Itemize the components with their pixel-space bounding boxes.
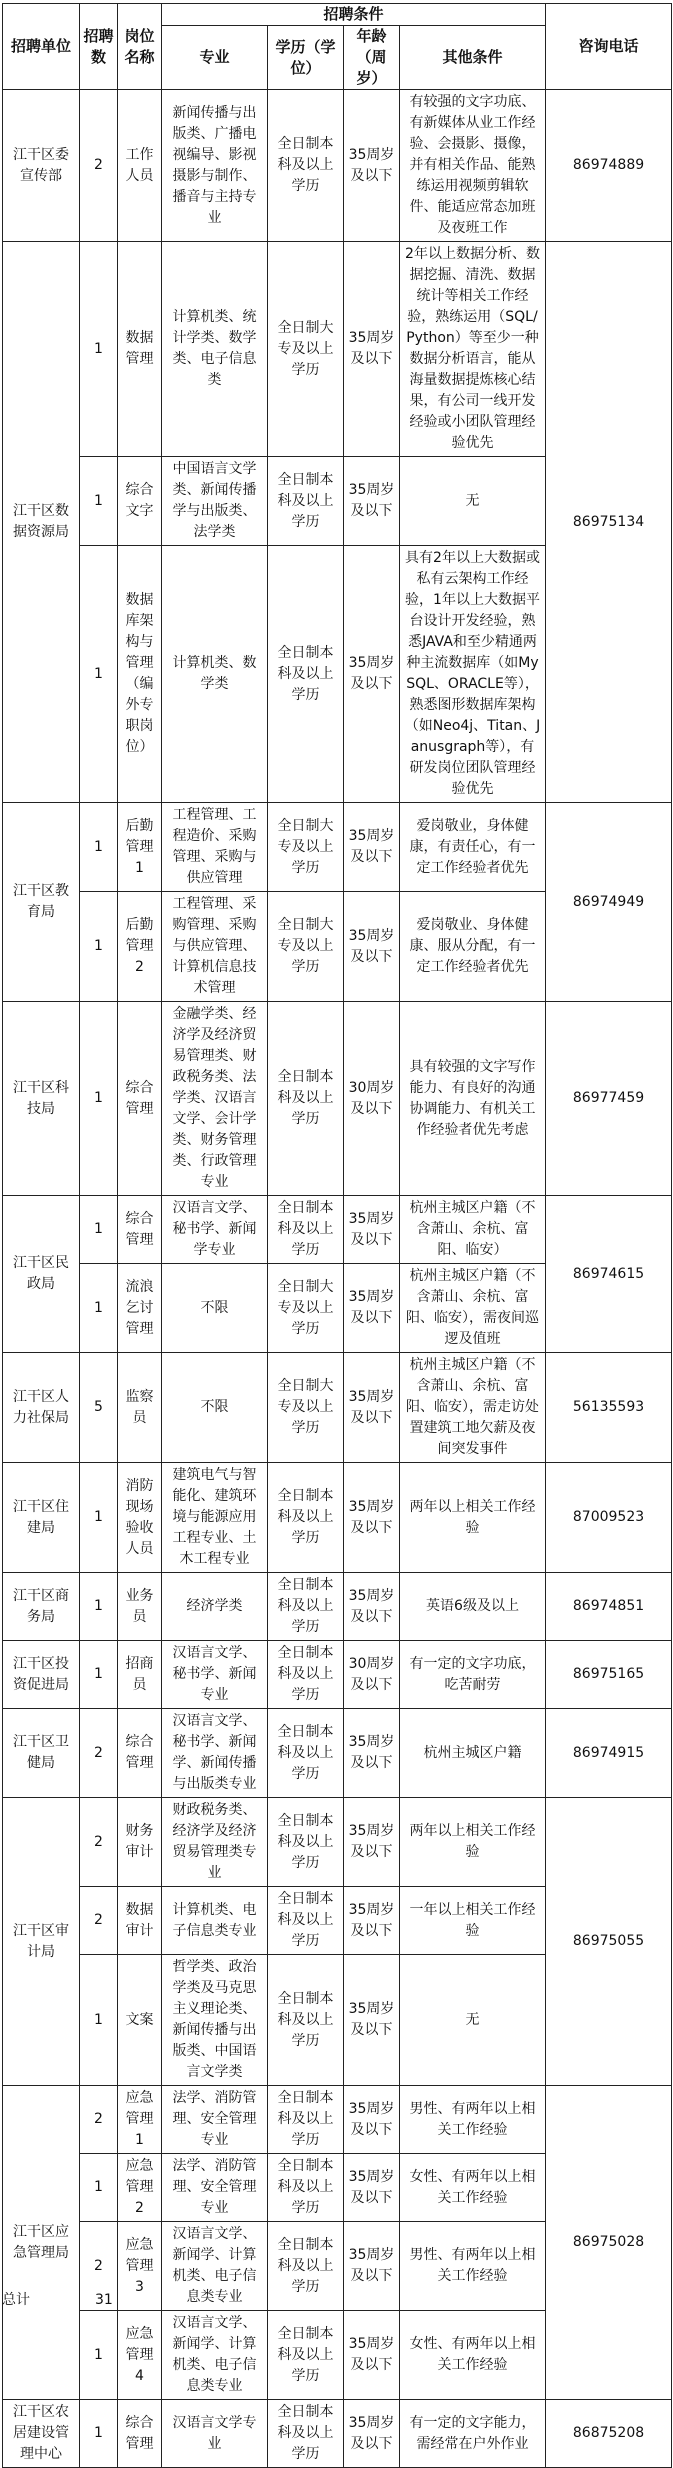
- unit-cell: 江干区教育局: [3, 803, 80, 1002]
- count-cell: 1: [80, 457, 118, 546]
- header-age: 年龄（周岁）: [344, 26, 400, 90]
- count-cell: 1: [80, 1641, 118, 1709]
- education-cell: 全日制本科及以上学历: [268, 90, 344, 242]
- age-cell: 30周岁及以下: [344, 1641, 400, 1709]
- major-cell: 汉语言文学、新闻学、计算机类、电子信息类专业: [162, 2222, 268, 2311]
- count-cell: 1: [80, 2311, 118, 2400]
- phone-cell: 86974889: [546, 90, 672, 242]
- phone-cell: 86974915: [546, 1709, 672, 1798]
- major-cell: 建筑电气与智能化、建筑环境与能源应用工程专业、土木工程专业: [162, 1463, 268, 1573]
- position-cell: 后勤管理2: [118, 892, 162, 1002]
- count-cell: 1: [80, 803, 118, 892]
- age-cell: 35周岁及以下: [344, 892, 400, 1002]
- position-cell: 综合管理: [118, 1709, 162, 1798]
- age-cell: 35周岁及以下: [344, 2222, 400, 2311]
- phone-cell: 86974615: [546, 1196, 672, 1353]
- position-cell: 后勤管理1: [118, 803, 162, 892]
- other-cell: 杭州主城区户籍（不含萧山、余杭、富阳、临安），需夜间巡逻及值班: [400, 1264, 546, 1353]
- age-cell: 35周岁及以下: [344, 242, 400, 457]
- unit-cell: 江干区商务局: [3, 1573, 80, 1641]
- major-cell: 工程管理、采购管理、采购与供应管理、计算机信息技术管理: [162, 892, 268, 1002]
- count-cell: 2: [80, 2222, 118, 2311]
- education-cell: 全日制本科及以上学历: [268, 1887, 344, 1955]
- position-cell: 综合管理: [118, 1196, 162, 1264]
- table-row: [3, 1709, 672, 1798]
- table-row: [3, 2400, 672, 2468]
- phone-cell: 86975134: [546, 242, 672, 803]
- table-row: [3, 242, 672, 457]
- total-value: 31: [95, 2292, 113, 2308]
- other-cell: 有一定的文字功底，吃苦耐劳: [400, 1641, 546, 1709]
- education-cell: 全日制大专及以上学历: [268, 1353, 344, 1463]
- count-cell: 2: [80, 1798, 118, 1887]
- age-cell: 35周岁及以下: [344, 2086, 400, 2154]
- phone-cell: 86975055: [546, 1798, 672, 2086]
- position-cell: 综合文字: [118, 457, 162, 546]
- count-cell: 1: [80, 546, 118, 803]
- unit-cell: 江干区投资促进局: [3, 1641, 80, 1709]
- age-cell: 35周岁及以下: [344, 1196, 400, 1264]
- education-cell: 全日制本科及以上学历: [268, 1709, 344, 1798]
- count-cell: 2: [80, 1709, 118, 1798]
- unit-cell: 江干区人力社保局: [3, 1353, 80, 1463]
- position-cell: 流浪乞讨管理: [118, 1264, 162, 1353]
- other-cell: 杭州主城区户籍（不含萧山、余杭、富阳、临安），需走访处置建筑工地欠薪及夜间突发事件: [400, 1353, 546, 1463]
- count-cell: 1: [80, 892, 118, 1002]
- education-cell: 全日制大专及以上学历: [268, 1264, 344, 1353]
- education-cell: 全日制大专及以上学历: [268, 803, 344, 892]
- education-cell: 全日制本科及以上学历: [268, 457, 344, 546]
- age-cell: 35周岁及以下: [344, 1463, 400, 1573]
- unit-cell: 江干区审计局: [3, 1798, 80, 2086]
- major-cell: 计算机类、统计学类、数学类、电子信息类: [162, 242, 268, 457]
- position-cell: 数据库架构与管理（编外专职岗位）: [118, 546, 162, 803]
- age-cell: 35周岁及以下: [344, 803, 400, 892]
- age-cell: 35周岁及以下: [344, 1573, 400, 1641]
- unit-cell: 江干区委宣传部: [3, 90, 80, 242]
- position-cell: 数据管理: [118, 242, 162, 457]
- other-cell: 一年以上相关工作经验: [400, 1887, 546, 1955]
- major-cell: 汉语言文学专业: [162, 2400, 268, 2468]
- major-cell: 法学、消防管理、安全管理专业: [162, 2086, 268, 2154]
- major-cell: 不限: [162, 1264, 268, 1353]
- position-cell: 业务员: [118, 1573, 162, 1641]
- count-cell: 1: [80, 1264, 118, 1353]
- age-cell: 35周岁及以下: [344, 2311, 400, 2400]
- other-cell: 爱岗敬业、身体健康、服从分配，有一定工作经验者优先: [400, 892, 546, 1002]
- age-cell: 35周岁及以下: [344, 2400, 400, 2468]
- other-cell: 杭州主城区户籍: [400, 1709, 546, 1798]
- age-cell: 35周岁及以下: [344, 457, 400, 546]
- education-cell: 全日制本科及以上学历: [268, 1196, 344, 1264]
- header-count: 招聘数: [80, 4, 118, 90]
- other-cell: 男性、有两年以上相关工作经验: [400, 2222, 546, 2311]
- other-cell: 两年以上相关工作经验: [400, 1463, 546, 1573]
- header-conditions: 招聘条件: [162, 4, 546, 26]
- position-cell: 数据审计: [118, 1887, 162, 1955]
- age-cell: 35周岁及以下: [344, 1955, 400, 2086]
- age-cell: 35周岁及以下: [344, 2154, 400, 2222]
- count-cell: 1: [80, 1196, 118, 1264]
- total-label: 总计: [2, 2292, 30, 2308]
- phone-cell: 86875208: [546, 2400, 672, 2468]
- age-cell: 35周岁及以下: [344, 546, 400, 803]
- age-cell: 30周岁及以下: [344, 1002, 400, 1196]
- position-cell: 应急管理1: [118, 2086, 162, 2154]
- age-cell: 35周岁及以下: [344, 90, 400, 242]
- table-row: [3, 803, 672, 892]
- major-cell: 汉语言文学、新闻学、计算机类、电子信息类专业: [162, 2311, 268, 2400]
- position-cell: 工作人员: [118, 90, 162, 242]
- position-cell: 财务审计: [118, 1798, 162, 1887]
- major-cell: 汉语言文学、秘书学、新闻专业: [162, 1641, 268, 1709]
- phone-cell: 86975165: [546, 1641, 672, 1709]
- other-cell: 具有2年以上大数据或私有云架构工作经验，1年以上大数据平台设计开发经验，熟悉JAVA和至少精通两种主流数据库（如MySQL、ORACLE等），熟悉图形数据库架构（如Neo4j、Titan、Janusgraph等），有研发岗位团队管理经验优先: [400, 546, 546, 803]
- header-education: 学历（学位）: [268, 26, 344, 90]
- phone-cell: 86977459: [546, 1002, 672, 1196]
- major-cell: 计算机类、电子信息类专业: [162, 1887, 268, 1955]
- major-cell: 汉语言文学、秘书学、新闻学、新闻传播与出版类专业: [162, 1709, 268, 1798]
- phone-cell: 86975028: [546, 2086, 672, 2400]
- count-cell: 1: [80, 2400, 118, 2468]
- education-cell: 全日制本科及以上学历: [268, 1573, 344, 1641]
- table-header: [3, 4, 672, 90]
- unit-cell: 江干区科技局: [3, 1002, 80, 1196]
- table-body: [3, 90, 672, 2468]
- header-phone: 咨询电话: [546, 4, 672, 90]
- other-cell: 有一定的文字能力，需经常在户外作业: [400, 2400, 546, 2468]
- education-cell: 全日制本科及以上学历: [268, 1002, 344, 1196]
- education-cell: 全日制本科及以上学历: [268, 2311, 344, 2400]
- age-cell: 35周岁及以下: [344, 1709, 400, 1798]
- other-cell: 2年以上数据分析、数据挖掘、清洗、数据统计等相关工作经验，熟练运用（SQL/Python）等至少一种数据分析语言，能从海量数据提炼核心结果，有公司一线开发经验或小团队管理经验优先: [400, 242, 546, 457]
- major-cell: 计算机类、数学类: [162, 546, 268, 803]
- unit-cell: 江干区数据资源局: [3, 242, 80, 803]
- education-cell: 全日制本科及以上学历: [268, 1798, 344, 1887]
- major-cell: 经济学类: [162, 1573, 268, 1641]
- position-cell: 综合管理: [118, 2400, 162, 2468]
- other-cell: 男性、有两年以上相关工作经验: [400, 2086, 546, 2154]
- table-row: [3, 2086, 672, 2154]
- major-cell: 工程管理、工程造价、采购管理、采购与供应管理: [162, 803, 268, 892]
- unit-cell: 江干区应急管理局: [3, 2086, 80, 2400]
- education-cell: 全日制大专及以上学历: [268, 892, 344, 1002]
- major-cell: 不限: [162, 1353, 268, 1463]
- table-row: [3, 90, 672, 242]
- table-row: [3, 1641, 672, 1709]
- position-cell: 监察员: [118, 1353, 162, 1463]
- education-cell: 全日制本科及以上学历: [268, 2400, 344, 2468]
- table-row: [3, 1573, 672, 1641]
- education-cell: 全日制本科及以上学历: [268, 1463, 344, 1573]
- unit-cell: 江干区民政局: [3, 1196, 80, 1353]
- recruitment-table: [2, 3, 672, 2468]
- table-row: [3, 1002, 672, 1196]
- count-cell: 2: [80, 90, 118, 242]
- table-row: [3, 1463, 672, 1573]
- unit-cell: 江干区农居建设管理中心: [3, 2400, 80, 2468]
- phone-cell: 87009523: [546, 1463, 672, 1573]
- position-cell: 应急管理2: [118, 2154, 162, 2222]
- count-cell: 1: [80, 1002, 118, 1196]
- education-cell: 全日制本科及以上学历: [268, 546, 344, 803]
- education-cell: 全日制本科及以上学历: [268, 1955, 344, 2086]
- major-cell: 中国语言文学类、新闻传播学与出版类、法学类: [162, 457, 268, 546]
- other-cell: 无: [400, 457, 546, 546]
- position-cell: 综合管理: [118, 1002, 162, 1196]
- education-cell: 全日制本科及以上学历: [268, 1641, 344, 1709]
- count-cell: 5: [80, 1353, 118, 1463]
- other-cell: 具有较强的文字写作能力、有良好的沟通协调能力、有机关工作经验者优先考虑: [400, 1002, 546, 1196]
- table-row: [3, 1798, 672, 1887]
- major-cell: 哲学类、政治学类及马克思主义理论类、新闻传播与出版类、中国语言文学类: [162, 1955, 268, 2086]
- education-cell: 全日制本科及以上学历: [268, 2154, 344, 2222]
- major-cell: 财政税务类、经济学及经济贸易管理类专业: [162, 1798, 268, 1887]
- other-cell: 杭州主城区户籍（不含萧山、余杭、富阳、临安）: [400, 1196, 546, 1264]
- other-cell: 爱岗敬业，身体健康，有责任心，有一定工作经验者优先: [400, 803, 546, 892]
- other-cell: 女性、有两年以上相关工作经验: [400, 2311, 546, 2400]
- header-other: 其他条件: [400, 26, 546, 90]
- other-cell: 两年以上相关工作经验: [400, 1798, 546, 1887]
- table-row: [3, 1196, 672, 1264]
- other-cell: 有较强的文字功底、有新媒体从业工作经验、会摄影、摄像，并有相关作品、能熟练运用视频剪辑软件、能适应常态加班及夜班工作: [400, 90, 546, 242]
- count-cell: 1: [80, 1463, 118, 1573]
- education-cell: 全日制本科及以上学历: [268, 2086, 344, 2154]
- phone-cell: 56135593: [546, 1353, 672, 1463]
- header-major: 专业: [162, 26, 268, 90]
- count-cell: 1: [80, 242, 118, 457]
- age-cell: 35周岁及以下: [344, 1798, 400, 1887]
- header-position: 岗位名称: [118, 4, 162, 90]
- position-cell: 应急管理4: [118, 2311, 162, 2400]
- age-cell: 35周岁及以下: [344, 1264, 400, 1353]
- unit-cell: 江干区卫健局: [3, 1709, 80, 1798]
- unit-cell: 江干区住建局: [3, 1463, 80, 1573]
- age-cell: 35周岁及以下: [344, 1887, 400, 1955]
- total-row: [0, 2290, 673, 2310]
- other-cell: 英语6级及以上: [400, 1573, 546, 1641]
- count-cell: 2: [80, 1887, 118, 1955]
- position-cell: 消防现场验收人员: [118, 1463, 162, 1573]
- age-cell: 35周岁及以下: [344, 1353, 400, 1463]
- table-row: [3, 1353, 672, 1463]
- other-cell: 女性、有两年以上相关工作经验: [400, 2154, 546, 2222]
- major-cell: 法学、消防管理、安全管理专业: [162, 2154, 268, 2222]
- position-cell: 文案: [118, 1955, 162, 2086]
- major-cell: 新闻传播与出版类、广播电视编导、影视摄影与制作、播音与主持专业: [162, 90, 268, 242]
- major-cell: 金融学类、经济学及经济贸易管理类、财政税务类、法学类、汉语言文学、会计学类、财务管理类、行政管理专业: [162, 1002, 268, 1196]
- other-cell: 无: [400, 1955, 546, 2086]
- phone-cell: 86974851: [546, 1573, 672, 1641]
- count-cell: 2: [80, 2086, 118, 2154]
- education-cell: 全日制大专及以上学历: [268, 242, 344, 457]
- count-cell: 1: [80, 1573, 118, 1641]
- position-cell: 招商员: [118, 1641, 162, 1709]
- education-cell: 全日制本科及以上学历: [268, 2222, 344, 2311]
- position-cell: 应急管理3: [118, 2222, 162, 2311]
- phone-cell: 86974949: [546, 803, 672, 1002]
- count-cell: 1: [80, 2154, 118, 2222]
- major-cell: 汉语言文学、秘书学、新闻学专业: [162, 1196, 268, 1264]
- count-cell: 1: [80, 1955, 118, 2086]
- header-unit: 招聘单位: [3, 4, 80, 90]
